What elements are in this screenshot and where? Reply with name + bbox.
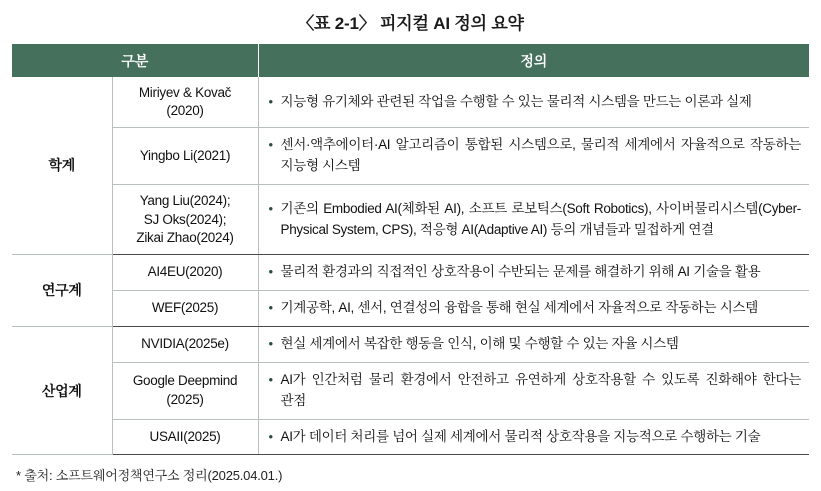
definition-cell bbox=[258, 419, 809, 455]
source-line-1: Miriyev & Kovač bbox=[138, 85, 232, 100]
definition-cell bbox=[258, 77, 809, 128]
column-header-division: 구분 bbox=[12, 44, 258, 77]
bullet-icon: • bbox=[268, 335, 273, 351]
source-cell: NVIDIA(2025e) bbox=[112, 326, 258, 362]
definition-text: 지능형 유기체와 관련된 작업을 수행할 수 있는 물리적 시스템을 만드는 이론과 실제 bbox=[280, 93, 752, 109]
source-footnote: * 출처: 소프트웨어정책연구소 정리(2025.04.01.) bbox=[16, 468, 283, 484]
bullet-icon: • bbox=[268, 93, 273, 109]
source-cell: AI4EU(2020) bbox=[112, 254, 258, 290]
definition-text: 기존의 Embodied AI(체화된 AI), 소프트 로보틱스(Soft Robotics), 사이버물리시스템(Cyber-Physical System, CPS), 적응형 AI(Adaptive AI) 등의 개념들과 밀접하게 연결 bbox=[280, 200, 801, 237]
source-cell: Yingbo Li(2021) bbox=[112, 128, 258, 185]
definition-text: 물리적 환경과의 직접적인 상호작용이 수반되는 문제를 해결하기 위해 AI 기술을 활용 bbox=[280, 263, 761, 279]
source-cell bbox=[112, 185, 258, 255]
table-title: 〈표 2-1〉 피지컬 AI 정의 요약 bbox=[297, 14, 524, 33]
definition-cell bbox=[258, 185, 809, 255]
source-cell bbox=[112, 77, 258, 128]
definition-text: AI가 인간처럼 물리 환경에서 안전하고 유연하게 상호작용할 수 있도록 진화해야 한다는 관점 bbox=[280, 371, 801, 408]
definition-cell bbox=[258, 128, 809, 185]
definition-cell bbox=[258, 326, 809, 362]
source-line-2: (2020) bbox=[166, 103, 204, 119]
source-cell: WEF(2025) bbox=[112, 290, 258, 326]
source-line-3: Zikai Zhao(2024) bbox=[136, 229, 234, 245]
definition-cell bbox=[258, 254, 809, 290]
bullet-icon: • bbox=[268, 299, 273, 315]
table-row bbox=[12, 128, 809, 185]
physical-ai-definition-table bbox=[12, 44, 809, 455]
source-line-1: Yang Liu(2024); bbox=[139, 193, 231, 209]
category-cell-industry: 산업계 bbox=[12, 326, 112, 455]
source-cell: USAII(2025) bbox=[112, 419, 258, 455]
bullet-icon: • bbox=[268, 200, 273, 216]
definition-text: 현실 세계에서 복잡한 행동을 인식, 이해 및 수행할 수 있는 자율 시스템 bbox=[280, 335, 679, 351]
table-row bbox=[12, 326, 809, 362]
definition-text: AI가 데이터 처리를 넘어 실제 세계에서 물리적 상호작용을 지능적으로 수행하는 기술 bbox=[280, 428, 761, 444]
table-row bbox=[12, 77, 809, 128]
table-row bbox=[12, 362, 809, 419]
bullet-icon: • bbox=[268, 371, 273, 387]
table-row bbox=[12, 254, 809, 290]
definition-cell bbox=[258, 362, 809, 419]
source-line-2: SJ Oks(2024); bbox=[143, 211, 227, 227]
column-header-definition: 정의 bbox=[258, 44, 809, 77]
definition-text: 기계공학, AI, 센서, 연결성의 융합을 통해 현실 세계에서 자율적으로 작동하는 시스템 bbox=[280, 299, 758, 315]
bullet-icon: • bbox=[268, 137, 273, 153]
source-line-2: (2025) bbox=[166, 391, 204, 407]
definition-cell bbox=[258, 290, 809, 326]
bullet-icon: • bbox=[268, 263, 273, 279]
category-cell-academia: 학계 bbox=[12, 77, 112, 254]
bullet-icon: • bbox=[268, 428, 273, 444]
table-body bbox=[12, 77, 809, 455]
table-header bbox=[12, 44, 809, 77]
table-row bbox=[12, 290, 809, 326]
category-cell-research: 연구계 bbox=[12, 254, 112, 326]
source-line-1: Google Deepmind bbox=[132, 373, 238, 389]
table-row bbox=[12, 185, 809, 255]
table-row bbox=[12, 419, 809, 455]
table-header-row bbox=[12, 44, 809, 77]
definition-text: 센서·액추에이터·AI 알고리즘이 통합된 시스템으로, 물리적 세계에서 자율적으로 작동하는 지능형 시스템 bbox=[280, 137, 801, 174]
source-cell bbox=[112, 362, 258, 419]
